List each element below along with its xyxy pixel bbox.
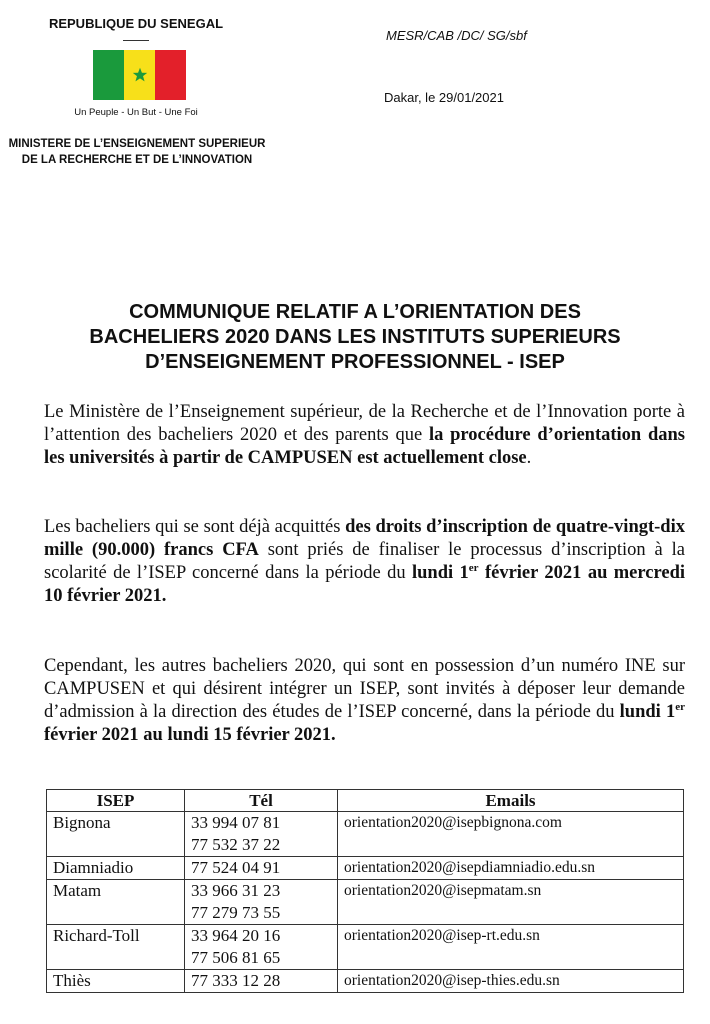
isep-contacts-table xyxy=(46,789,684,993)
text-run: Cependant, les autres bacheliers 2020, qui sont en possession d’un numéro INE sur CAMPUSEN et qui désirent intégrer un ISEP, sont invités à déposer leur demande d’admission à la direction des études de l’ISEP concerné, dans la période du xyxy=(44,656,685,722)
column-header-isep: ISEP xyxy=(47,790,185,812)
email-address[interactable]: orientation2020@isep-rt.edu.sn xyxy=(338,925,684,970)
column-header-emails: Emails xyxy=(338,790,684,812)
ordinal-suffix: er xyxy=(675,700,685,713)
republic-heading: REPUBLIQUE DU SENEGAL xyxy=(48,16,224,31)
bold-run: la procédure d’orientation dans les universités à partir de CAMPUSEN est actuellement close xyxy=(44,425,685,468)
communique-title xyxy=(30,300,680,375)
bold-run: des droits d’inscription de quatre-vingt-dix mille (90.000) francs CFA xyxy=(44,517,685,560)
table-header-row xyxy=(47,790,684,812)
ministry-name xyxy=(6,136,268,168)
reference-code: MESR/CAB /DC/ SG/sbf xyxy=(386,28,527,43)
phone-numbers xyxy=(185,857,338,880)
text-run: Les bacheliers qui se sont déjà acquittés xyxy=(44,517,346,537)
flag-red-band xyxy=(155,50,186,100)
isep-name: Matam xyxy=(47,880,185,925)
phone-numbers xyxy=(185,880,338,925)
column-header-tel: Tél xyxy=(185,790,338,812)
phone-number: 33 966 31 23 xyxy=(191,881,281,900)
table-row xyxy=(47,812,684,857)
ordinal-suffix: er xyxy=(468,561,479,574)
title-line-3: D’ENSEIGNEMENT PROFESSIONNEL - ISEP xyxy=(145,351,565,373)
email-address[interactable]: orientation2020@isepdiamniadio.edu.sn xyxy=(338,857,684,880)
table-row xyxy=(47,970,684,993)
text-run: février 2021 au mercredi 10 février 2021. xyxy=(44,563,685,606)
text-run: février 2021 au lundi 15 février 2021. xyxy=(44,725,336,745)
title-line-2: BACHELIERS 2020 DANS LES INSTITUTS SUPERIEURS xyxy=(89,326,621,348)
table-row xyxy=(47,925,684,970)
isep-name: Bignona xyxy=(47,812,185,857)
phone-number: 77 333 12 28 xyxy=(191,971,281,990)
email-address[interactable]: orientation2020@isepmatam.sn xyxy=(338,880,684,925)
phone-number: 77 524 04 91 xyxy=(191,858,281,877)
paragraph-announcement xyxy=(44,401,685,470)
national-motto: Un Peuple - Un But - Une Foi xyxy=(74,107,198,118)
phone-number: 77 506 81 65 xyxy=(191,948,281,967)
isep-name: Thiès xyxy=(47,970,185,993)
flag-yellow-band xyxy=(124,50,155,100)
ministry-line-1: MINISTERE DE L’ENSEIGNEMENT SUPERIEUR xyxy=(8,138,266,150)
title-line-1: COMMUNIQUE RELATIF A L’ORIENTATION DES xyxy=(129,301,581,323)
ministry-line-2: DE LA RECHERCHE ET DE L’INNOVATION xyxy=(21,154,253,166)
isep-name: Richard-Toll xyxy=(47,925,185,970)
table-row xyxy=(47,857,684,880)
table-row xyxy=(47,880,684,925)
star-icon xyxy=(132,67,148,83)
phone-numbers xyxy=(185,970,338,993)
flag-green-band xyxy=(93,50,124,100)
paragraph-registration xyxy=(44,516,685,608)
phone-numbers xyxy=(185,812,338,857)
text-run: sont priés de finaliser le processus d’inscription à la scolarité de l’ISEP concerné dans la période du xyxy=(44,540,685,583)
senegal-flag xyxy=(93,50,186,100)
text-run: Le Ministère de l’Enseignement supérieur, de la Recherche et de l’Innovation porte à l’attention des bacheliers 2020 et des parents que xyxy=(44,402,685,445)
isep-name: Diamniadio xyxy=(47,857,185,880)
phone-number: 33 994 07 81 xyxy=(191,813,281,832)
place-date: Dakar, le 29/01/2021 xyxy=(384,90,504,105)
phone-number: 77 279 73 55 xyxy=(191,903,281,922)
email-address[interactable]: orientation2020@isepbignona.com xyxy=(338,812,684,857)
text-run: lundi 1 xyxy=(411,563,469,583)
paragraph-admission xyxy=(44,655,685,747)
phone-number: 77 532 37 22 xyxy=(191,835,281,854)
phone-number: 33 964 20 16 xyxy=(191,926,281,945)
email-address[interactable]: orientation2020@isep-thies.edu.sn xyxy=(338,970,684,993)
text-run: lundi 1 xyxy=(619,702,676,722)
text-run: . xyxy=(526,448,532,468)
heading-divider xyxy=(123,40,149,41)
phone-numbers xyxy=(185,925,338,970)
